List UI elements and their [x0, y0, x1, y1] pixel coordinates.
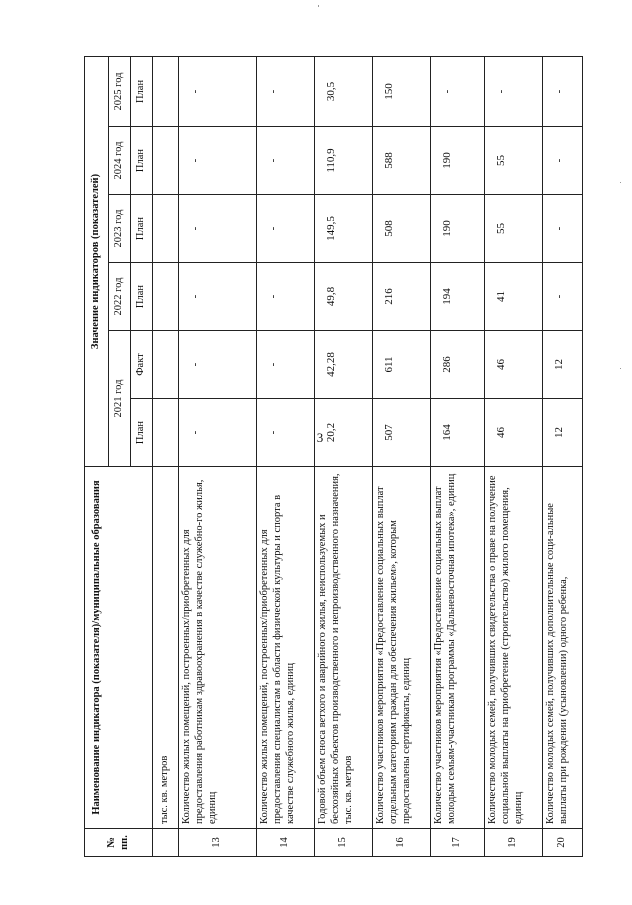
- row-name: Количество жилых помещений, построенных/приобретенных для предоставления специалистам в области физической культуры и спорта в качестве служебного жилья, единиц: [257, 467, 315, 829]
- row-num: 19: [485, 829, 543, 857]
- header-sub: План: [131, 263, 153, 331]
- row-value: 194: [431, 263, 485, 331]
- indicator-table-rotated: [84, 57, 569, 857]
- row-value: -: [257, 263, 315, 331]
- scan-mark: [620, 368, 621, 369]
- header-sub: План: [131, 195, 153, 263]
- row-name: Количество молодых семей, получивших дополнительные соци-альные выплаты при рождении (усыновлении) одного ребенка,: [543, 467, 583, 829]
- header-values-group: Значение индикаторов (показателей): [85, 56, 109, 466]
- row-num: 14: [257, 829, 315, 857]
- row-value: -: [543, 195, 583, 263]
- indicator-table: [84, 56, 583, 857]
- row-value: 216: [373, 263, 431, 331]
- row-value: -: [179, 127, 257, 195]
- row-value: -: [257, 399, 315, 467]
- row-value: -: [257, 127, 315, 195]
- row-value: 42,28: [315, 331, 373, 399]
- header-name: Наименование индикатора (показателя)/муниципальные образования: [85, 467, 153, 829]
- scan-mark: [620, 182, 621, 183]
- row-num: 16: [373, 829, 431, 857]
- row-name: Годовой объем сноса ветхого и аварийного жилья, неиспользуемых и бесхозяйных объектов производственного и непроизводственного назначения, тыс. кв. метров: [315, 467, 373, 829]
- header-sub: План: [131, 399, 153, 467]
- header-year: 2024 год: [109, 127, 131, 195]
- row-value: -: [257, 331, 315, 399]
- header-year: 2025 год: [109, 56, 131, 126]
- row-value: 46: [485, 331, 543, 399]
- table-row: [485, 56, 543, 856]
- row-value: 190: [431, 127, 485, 195]
- row-value: -: [543, 56, 583, 126]
- row-value: 41: [485, 263, 543, 331]
- row-value: 46: [485, 399, 543, 467]
- row-value: -: [257, 195, 315, 263]
- row-value: 20,2: [315, 399, 373, 467]
- row-value: -: [543, 263, 583, 331]
- row-name: Количество жилых помещений, построенных/приобретенных для предоставления работникам здравоохранения в качестве служебно-го жилья, единиц: [179, 467, 257, 829]
- row-value: -: [179, 195, 257, 263]
- row-value: -: [543, 127, 583, 195]
- row-num: 15: [315, 829, 373, 857]
- header-num: № пп.: [85, 829, 153, 857]
- row-num: 13: [179, 829, 257, 857]
- row-value: -: [485, 56, 543, 126]
- row-name: Количество молодых семей, получивших свидетельства о праве на получение социальной выплаты на приобретение (строительство) жилого помещения, единиц: [485, 467, 543, 829]
- header-sub: План: [131, 127, 153, 195]
- table-row: [315, 56, 373, 856]
- row-num: 17: [431, 829, 485, 857]
- table-row: [431, 56, 485, 856]
- page-number: 3: [316, 430, 324, 445]
- header-sub: Факт: [131, 331, 153, 399]
- row-value: 55: [485, 195, 543, 263]
- row-value: 588: [373, 127, 431, 195]
- row-value: 286: [431, 331, 485, 399]
- row-value: -: [179, 331, 257, 399]
- row-value: 164: [431, 399, 485, 467]
- row-name: Количество участников мероприятия «Предоставление социальных выплат молодым семьям-участникам программы «Дальневосточная ипотека», единиц: [431, 467, 485, 829]
- row-value: -: [257, 56, 315, 126]
- row-value: 507: [373, 399, 431, 467]
- header-year: 2021 год: [109, 331, 131, 467]
- row-value: -: [431, 56, 485, 126]
- row-value: 30,5: [315, 56, 373, 126]
- row-value: 12: [543, 399, 583, 467]
- row-value: 190: [431, 195, 485, 263]
- row-name: тыс. кв. метров: [153, 467, 179, 829]
- row-value: 49,8: [315, 263, 373, 331]
- row-value: -: [179, 399, 257, 467]
- row-value: 149,5: [315, 195, 373, 263]
- table-row: [373, 56, 431, 856]
- row-value: -: [179, 263, 257, 331]
- row-name: Количество участников мероприятия «Предоставление социальных выплат отдельным категориям граждан для обеспечения жильем», которым предоставлены сертификаты, единиц: [373, 467, 431, 829]
- row-value: 611: [373, 331, 431, 399]
- table-row: [543, 56, 583, 856]
- row-value: 508: [373, 195, 431, 263]
- row-num: 20: [543, 829, 583, 857]
- header-sub: План: [131, 56, 153, 126]
- row-value: 55: [485, 127, 543, 195]
- row-value: 150: [373, 56, 431, 126]
- row-value: 12: [543, 331, 583, 399]
- row-value: -: [179, 56, 257, 126]
- row-num: [153, 829, 179, 857]
- row-value: 110,9: [315, 127, 373, 195]
- table-row: [153, 56, 179, 856]
- table-row: [257, 56, 315, 856]
- table-row: [179, 56, 257, 856]
- header-year: 2022 год: [109, 263, 131, 331]
- scan-mark: [318, 5, 319, 7]
- header-year: 2023 год: [109, 195, 131, 263]
